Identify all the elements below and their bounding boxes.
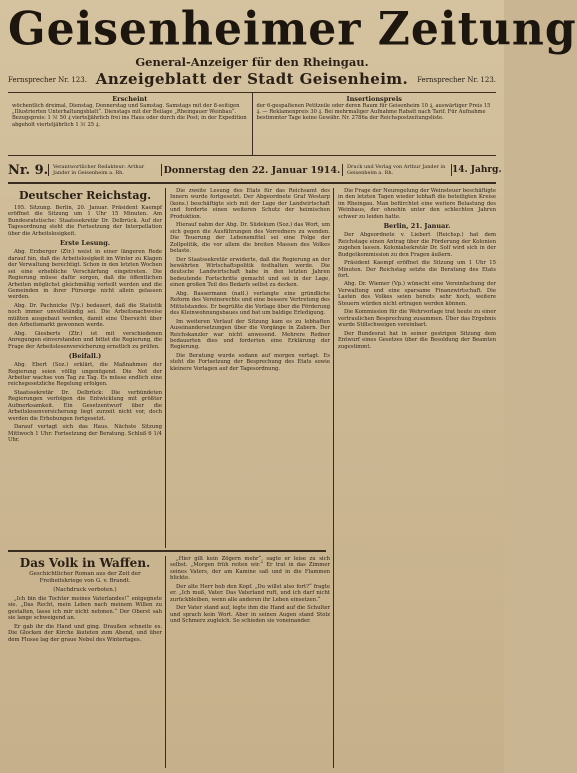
masthead-subtitle-2: Anzeigeblatt der Stadt Geisenheim. bbox=[95, 70, 409, 88]
article-paragraph: Die Beratung wurde sodann auf morgen vertagt. Es steht die Fortsetzung der Besprechung des Etats sowie kleinere Vorlagen auf der Tagesordnung. bbox=[170, 352, 330, 372]
feuilleton-column-2 bbox=[170, 556, 330, 770]
issue-number: Nr. 9. bbox=[8, 162, 49, 178]
article-paragraph: Der Bundesrat hat in seiner gestrigen Sitzung dem Entwurf eines Gesetzes über die Besoldung der Beamten zugestimmt. bbox=[338, 330, 496, 350]
masthead-subtitle: General-Anzeiger für den Rheingau. bbox=[135, 55, 369, 69]
article-paragraph: Darauf vertagt sich das Haus. Nächste Sitzung Mittwoch 1 Uhr: Fortsetzung der Beratung. Schluß 6 1/4 Uhr. bbox=[8, 424, 162, 444]
info-insertion bbox=[252, 93, 497, 155]
info-insertion-text: der 6-gespaltenen Petitzeile oder deren Raum für Geisenheim 10 ₰, auswärtiger Preis 15 ₰. — Reklamenpreis 30 ₰. Bei mehrmaliger Aufnahme Rabatt nach Tarif. Für Aufnahme bestimmter Tage keine Gewähr. Nr. 2786a der Reichspostzeitungsliste. bbox=[256, 103, 491, 122]
info-erscheint-heading: Erscheint bbox=[112, 95, 148, 103]
article-heading: Deutscher Reichstag. bbox=[18, 189, 152, 202]
feuilleton-rule bbox=[8, 550, 326, 552]
article-subheading: (Beifall.) bbox=[68, 352, 102, 361]
article-paragraph: Abg. Bassermann (natl.) verlangte eine gründliche Reform des Vereinsrechts und eine bessere Vertretung des Mittelstandes. Er begrüßte die Vorlage über die Förderung des Kleinwohnungsbaues und bat um baldige Erledigung. bbox=[170, 290, 330, 317]
article-paragraph: Die Frage der Neuregelung der Weinsteuer beschäftigte in den letzten Tagen wieder lebhaft die beteiligten Kreise im Rheingau. Man befürchtet eine weitere Belastung des Weinbaus, der ohnehin unter den schlechten Jahren schwer zu leiden hatte. bbox=[338, 188, 496, 220]
feuilleton-paragraph: „Hier gilt kein Zögern mehr“, sagte er leise zu sich selbst. „Morgen früh reiten wir.“ Er trat in das Zimmer seines Vaters, der am Kamine saß und in die Flammen blickte. bbox=[170, 556, 330, 582]
article-paragraph: Im weiteren Verlauf der Sitzung kam es zu lebhaften Auseinandersetzungen über die Vorgänge in Zabern. Der Reichskanzler war nicht anwesend. Mehrere Redner bedauerten dies und forderten eine Erklärung der Regierung. bbox=[170, 318, 330, 351]
issue-printer: Druck und Verlag von Arthur Jander in Geisenheim a. Rh. bbox=[342, 164, 452, 176]
feuilleton-paragraph: Er gab ihr die Hand und ging. Draußen schneite es. Die Glocken der Kirche läuteten zum Abend, und über dem Flusse lag der graue Nebel des Wintertages. bbox=[8, 623, 162, 643]
info-erscheint bbox=[8, 93, 252, 155]
column-3 bbox=[338, 188, 496, 768]
article-dateline: Berlin, 21. Januar. bbox=[383, 222, 451, 231]
column-1 bbox=[8, 188, 162, 548]
info-box bbox=[8, 92, 496, 156]
article-paragraph: Staatssekretär Dr. Delbrück: Die verbündeten Regierungen verfolgen die Entwicklung mit größter Aufmerksamkeit. Ein Gesetzentwurf über die Arbeitslosenversicherung liegt zurzeit nicht vor, doch werden die Erhebungen fortgesetzt. bbox=[8, 389, 162, 422]
column-rule bbox=[165, 556, 166, 768]
issue-year: 14. Jahrg. bbox=[452, 165, 502, 175]
article-paragraph: Abg. Erzberger (Ztr.) weist in einer längeren Rede darauf hin, daß die Arbeitslosigkeit im Winter zu Klagen der Verwaltung berechtigt. Schon in den letzten Wochen sei eine erhebliche Verschärfung eingetreten. Die Regierung müsse dafür sorgen, daß die öffentlichen Arbeiten möglichst gleichmäßig verteilt werden und die Gemeinden in ihrer Fürsorge nicht allein gelassen werden. bbox=[8, 249, 162, 301]
article-paragraph: Der Staatssekretär erwiderte, daß die Regierung an der bewährten Wirtschaftspolitik festhalten werde. Die deutsche Landwirtschaft habe in den letzten Jahren bedeutende Fortschritte gemacht und sei in der Lage, einen großen Teil des Bedarfs selbst zu decken. bbox=[170, 256, 330, 289]
article-paragraph: Abg. Dr. Wiemer (Vp.) wünscht eine Vereinfachung der Verwaltung und eine sparsame Finanzwirtschaft. Die Lasten des Volkes seien bereits sehr hoch, weitere Steuern würden nicht ertragen werden können. bbox=[338, 281, 496, 307]
article-paragraph: Die Kommission für die Wehrvorlage trat heute zu einer vertraulichen Besprechung zusammen. Über das Ergebnis wurde Stillschweigen vereinbart. bbox=[338, 309, 496, 329]
feuilleton-note: (Nachdruck verboten.) bbox=[53, 587, 117, 593]
article-paragraph: Abg. Giesberts (Ztr.) ist mit verschiedenen Anregungen einverstanden und bittet die Regierung, die Frage der Arbeitslosenversicherung ernstlich zu prüfen. bbox=[8, 330, 162, 350]
masthead-title: Geisenheimer Zeitung bbox=[8, 2, 577, 57]
feuilleton-paragraph: Der alte Herr hob den Kopf. „Du willst also fort?“ fragte er. „Ich muß, Vater. Das Vaterland ruft, und ich darf nicht zurückbleiben, wenn alle anderen ihr Leben einsetzen.“ bbox=[170, 583, 330, 603]
article-paragraph: Die zweite Lesung des Etats für das Reichsamt des Innern wurde fortgesetzt. Der Abgeordnete Graf Westarp (kons.) beschäftigte sich mit der Lage der Landwirtschaft und forderte einen weiteren Schutz der heimischen Produktion. bbox=[170, 188, 330, 220]
page-body bbox=[8, 184, 496, 772]
feuilleton-paragraph: Der Vater stand auf, legte ihm die Hand auf die Schulter und sprach kein Wort. Aber in seinen Augen stand Stolz und Schmerz zugleich. So schieden sie voneinander. bbox=[170, 605, 330, 625]
info-insertion-heading: Insertionspreis bbox=[346, 95, 402, 103]
article-paragraph: Abg. Dr. Pachnicke (Vp.) bedauert, daß die Statistik noch immer unvollständig sei. Die Arbeitsnachweise müßten ausgebaut werden, damit eine Übersicht über den Arbeitsmarkt gewonnen werde. bbox=[8, 302, 162, 329]
article-subheading: Erste Lesung. bbox=[59, 239, 111, 248]
issue-date: Donnerstag den 22. Januar 1914. bbox=[163, 164, 341, 176]
column-2 bbox=[170, 188, 330, 548]
article-paragraph: Hierauf nahm der Abg. Dr. Südekum (Soz.) das Wort, um sich gegen die Ausführungen des Vorredners zu wenden. Die Teuerung der Lebensmittel sei eine Folge der Zollpolitik, die vor allem die breiten Massen des Volkes belaste. bbox=[170, 222, 330, 255]
article-paragraph: 195. Sitzung. Berlin, 20. Januar. Präsident Kaempf eröffnet die Sitzung um 1 Uhr 15 Minuten. Am Bundesratstische: Staatssekretär Dr. Delbrück. Auf der Tagesordnung steht die Fortsetzung der Interpellation über die Arbeitslosigkeit. bbox=[8, 205, 162, 237]
feuilleton-title: Das Volk in Waffen. bbox=[19, 556, 151, 570]
issue-publisher: Verantwortlicher Redakteur: Arthur Jander in Geisenheim a. Rh. bbox=[48, 164, 162, 176]
column-rule bbox=[165, 188, 166, 548]
article-paragraph: Abg. Ebert (Soz.) erklärt, die Maßnahmen der Regierung seien völlig ungenügend. Die Not der Arbeiter wachse von Tag zu Tag. Es müsse endlich eine reichsgesetzliche Regelung erfolgen. bbox=[8, 362, 162, 388]
feuilleton-subtitle: Geschichtlicher Roman aus der Zeit der Freiheitskriege von G. v. Brandt. bbox=[29, 571, 141, 584]
column-rule bbox=[333, 188, 334, 768]
feuilleton-paragraph: „Ich bin die Tochter meines Vaterlandes!“ entgegnete sie. „Das Recht, mein Leben nach meinem Willen zu gestalten, lasse ich mir nicht nehmen.“ Der Oberst sah sie lange schweigend an. bbox=[8, 596, 162, 622]
article-paragraph: Der Abgeordnete v. Liebert (Reichsp.) hat dem Reichstage einen Antrag über die Förderung der Kolonien zugehen lassen. Kolonialsekretär Dr. Solf wird sich in der Budgetkommission zu den Fragen äußern. bbox=[338, 232, 496, 258]
phone-right: Fernsprecher Nr. 123. bbox=[417, 76, 496, 84]
article-paragraph: Präsident Kaempf eröffnet die Sitzung um 1 Uhr 15 Minuten. Der Reichstag setzte die Beratung des Etats fort. bbox=[338, 260, 496, 279]
info-erscheint-text: wöchentlich dreimal, Dienstag, Donnerstag und Samstag. Samstags mit der 8-seitigen „Illustrierten Unterhaltungsblatt“. Dienstags mit der Beilage „Rheingauer Weinbau“. Bezugspreis: 1 ℳ 50 ₰ vierteljährlich frei ins Haus oder durch die Post; in der Expedition abgeholt vierteljährlich 1 ℳ 25 ₰. bbox=[12, 103, 247, 128]
feuilleton-column-1 bbox=[8, 556, 162, 770]
masthead-row bbox=[8, 70, 496, 90]
issue-bar bbox=[8, 158, 502, 184]
phone-left: Fernsprecher Nr. 123. bbox=[8, 76, 87, 84]
